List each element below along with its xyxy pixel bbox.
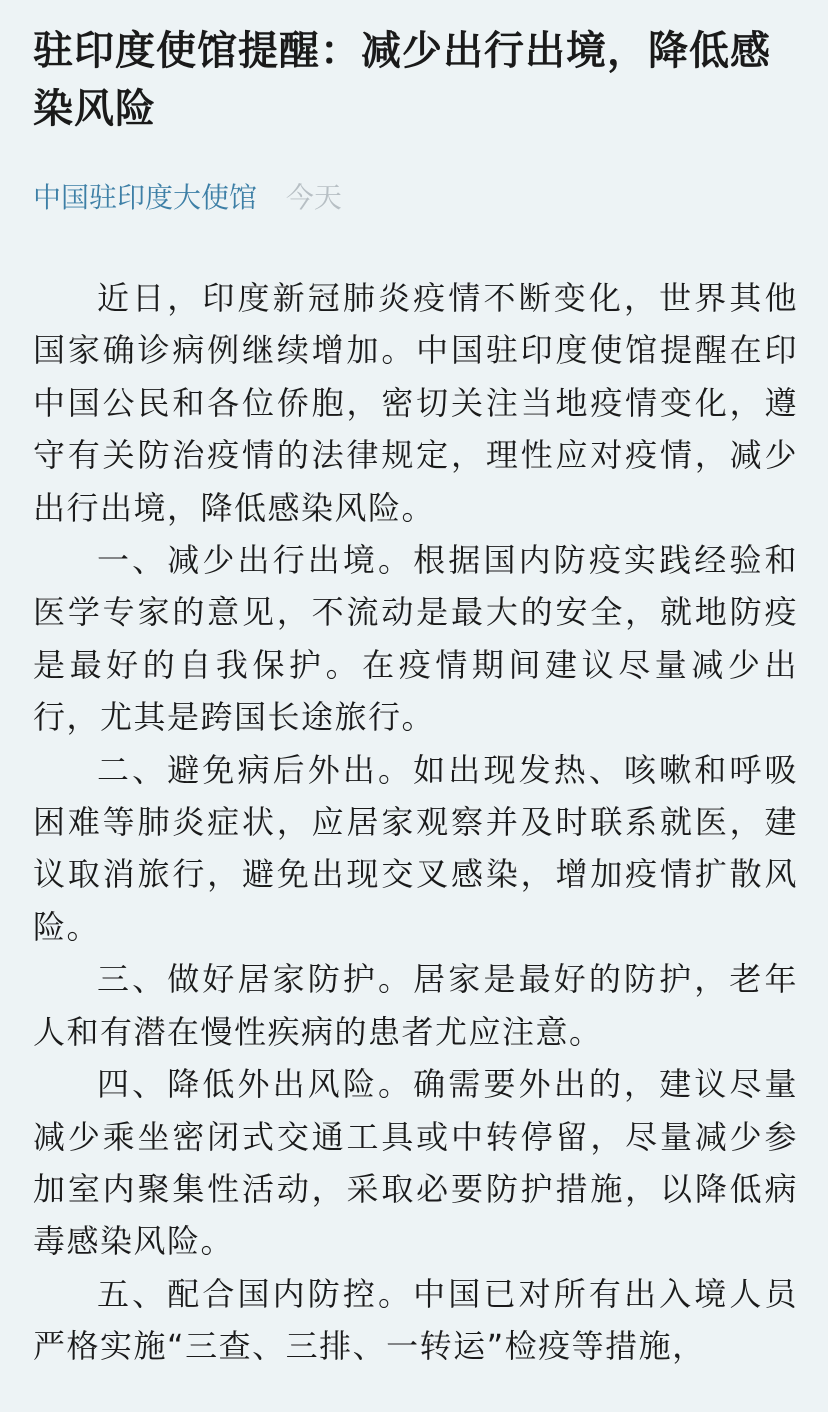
paragraph-2: 二、避免病后外出。如出现发热、咳嗽和呼吸困难等肺炎症状，应居家观察并及时联系就医，建议取消旅行，避免出现交叉感染，增加疫情扩散风险。 (33, 750, 798, 946)
article-title: 驻印度使馆提醒：减少出行出境，降低感染风险 (33, 28, 771, 132)
paragraph-4: 四、降低外出风险。确需要外出的，建议尽量减少乘坐密闭式交通工具或中转停留，尽量减少参加室内聚集性活动，采取必要防护措施，以降低病毒感染风险。 (33, 1065, 798, 1261)
article-body (33, 272, 798, 1373)
paragraph-intro: 近日，印度新冠肺炎疫情不断变化，世界其他国家确诊病例继续增加。中国驻印度使馆提醒在印中国公民和各位侨胞，密切关注当地疫情变化，遵守有关防治疫情的法律规定，理性应对疫情，减少出行出境，降低感染风险。 (33, 279, 798, 527)
author-link[interactable]: 中国驻印度大使馆 (33, 181, 258, 214)
paragraph-1: 一、减少出行出境。根据国内防疫实践经验和医学专家的意见，不流动是最大的安全，就地防疫是最好的自我保护。在疫情期间建议尽量减少出行，尤其是跨国长途旅行。 (33, 541, 798, 737)
article-meta (33, 178, 798, 218)
paragraph-5: 五、配合国内防控。中国已对所有出入境人员严格实施“三查、三排、一转运”检疫等措施， (33, 1274, 798, 1366)
paragraph-3: 三、做好居家防护。居家是最好的防护，老年人和有潜在慢性疾病的患者尤应注意。 (33, 960, 798, 1051)
publish-date: 今天 (285, 181, 342, 214)
